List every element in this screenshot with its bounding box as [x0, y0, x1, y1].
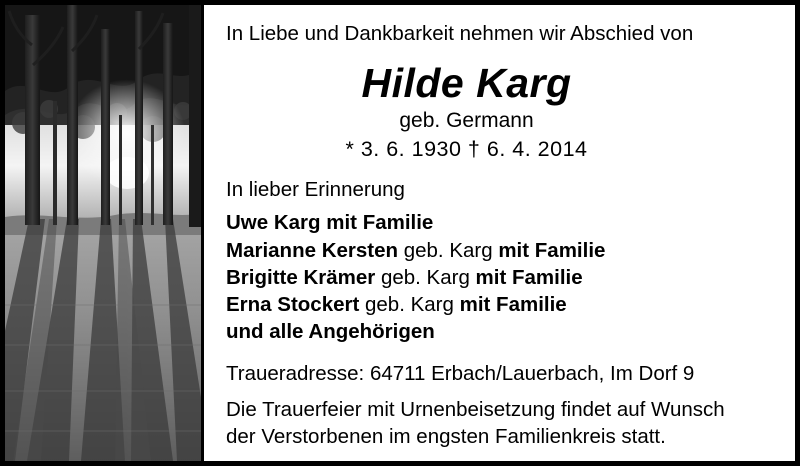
birth-death-dates: * 3. 6. 1930 † 6. 4. 2014 — [345, 136, 588, 161]
list-item — [226, 291, 777, 318]
intro-line: In Liebe und Dankbarkeit nehmen wir Abschied von — [226, 22, 694, 45]
family-suffix: mit Familie — [498, 238, 606, 262]
mourning-address: Traueradresse: 64711 Erbach/Lauerbach, Im Dorf 9 — [226, 361, 695, 385]
family-name: Marianne Kersten — [226, 238, 399, 262]
memory-line: In lieber Erinnerung — [226, 177, 405, 201]
family-relation: geb. Karg — [359, 293, 460, 317]
maiden-name: geb. Germann — [399, 108, 534, 132]
name-block — [226, 57, 777, 177]
family-suffix: mit Familie — [459, 293, 567, 317]
family-suffix: mit Familie — [475, 265, 583, 289]
list-item — [226, 237, 777, 264]
notice-text-panel — [204, 5, 795, 461]
list-item — [226, 318, 777, 345]
family-name: und alle Angehörigen — [226, 320, 435, 344]
family-name: Erna Stockert — [226, 293, 360, 317]
family-name: Brigitte Krämer — [226, 265, 376, 289]
family-list — [226, 209, 777, 345]
family-relation: geb. Karg — [375, 265, 476, 289]
list-item — [226, 264, 777, 291]
family-relation: geb. Karg — [398, 238, 499, 262]
memorial-photo — [5, 5, 204, 461]
ceremony-line-1: Die Trauerfeier mit Urnenbeisetzung findet auf Wunsch — [226, 397, 725, 421]
list-item — [226, 209, 777, 236]
closing-block — [226, 360, 777, 450]
deceased-name: Hilde Karg — [361, 59, 572, 106]
park-photo-illustration — [5, 5, 201, 461]
ceremony-line-2: der Verstorbenen im engsten Familienkreis statt. — [226, 424, 666, 448]
family-name: Uwe Karg mit Familie — [226, 211, 434, 235]
